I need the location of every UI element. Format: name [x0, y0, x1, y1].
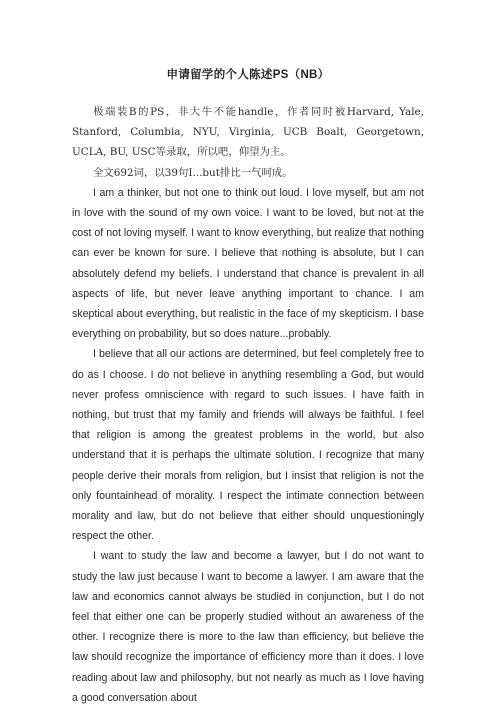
intro-paragraph: 极端装B的PS，非大牛不能handle，作者同时被Harvard, Yale, Stanford, Columbia, NYU, Virginia, UCB Boalt, Georgetown, UCLA, BU, USC等录取，所以吧，仰望为主。 — [72, 106, 424, 159]
document-title: 申请留学的个人陈述PS（NB） — [166, 69, 330, 81]
body-paragraph-2: I believe that all our actions are determined, but feel completely free to do as I choose. I do not believe in anything resembling a God, but would never profess omniscience with regard to such issues. I have faith in nothing, but trust that my family and friends will always be faithful. I feel that religion is among the greatest problems in the world, but also understand that it is perhaps the ultimate solution. I recognize that many people derive their morals from religion, but I insist that religion is not the only fountainhead of morality. I respect the intimate connection between morality and law, but do not believe that either should unquestioningly respect the other. — [72, 348, 424, 543]
body-paragraph-3: I want to study the law and become a lawyer, but I do not want to study the law just because I want to become a lawyer. I am aware that the law and economics cannot always be studied in conjunction, but I do not feel that either one can be properly studied without an awareness of the other. I recognize there is more to the law than efficiency, but believe the law should recognize the importance of efficiency more than it does. I love reading about law and philosophy, but not nearly as much as I love having a good conversation about — [72, 550, 424, 704]
word-count-note: 全文692词，以39句I...but排比一气呵成。 — [93, 166, 293, 179]
body-paragraph-1: I am a thinker, but not one to think out loud. I love myself, but am not in love with the sound of my own voice. I want to be loved, but not at the cost of not loving myself. I want to know everything, but realize that nothing can ever be known for sure. I believe that nothing is absolute, but I can absolutely defend my beliefs. I understand that chance is prevalent in all aspects of life, but never leave anything important to chance. I am skeptical about everything, but realistic in the face of my skepticism. I base everything on probability, but so does nature...probably. — [72, 186, 424, 341]
